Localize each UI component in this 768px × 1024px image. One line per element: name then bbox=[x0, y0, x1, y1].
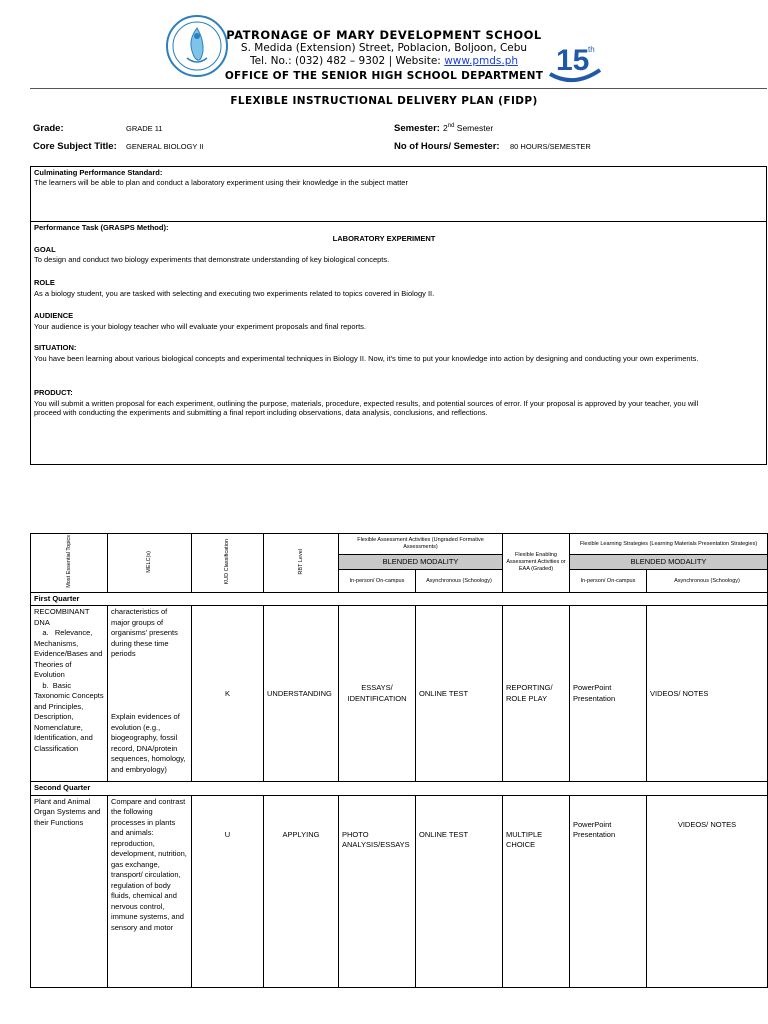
grade-label: Grade: bbox=[33, 123, 64, 134]
col-melc-header: MELC(s) bbox=[108, 534, 192, 593]
header-divider bbox=[30, 88, 767, 89]
performance-divider bbox=[30, 221, 767, 222]
role-heading: ROLE bbox=[34, 278, 55, 287]
async-header-2: Asynchronous (Schoology) bbox=[647, 570, 768, 592]
row1-ls-async: VIDEOS/ NOTES bbox=[647, 606, 768, 782]
row1-eaa: REPORTING/ ROLE PLAY bbox=[503, 606, 570, 782]
semester-value: 2nd Semester bbox=[443, 123, 494, 133]
goal-text: To design and conduct two biology experiments that demonstrate understanding of key biological concepts. bbox=[34, 255, 390, 264]
table-row bbox=[31, 795, 768, 987]
school-name: PATRONAGE OF MARY DEVELOPMENT SCHOOL bbox=[226, 28, 542, 42]
inperson-header: In-person/ On-campus bbox=[339, 570, 416, 592]
anniversary-number: 15 bbox=[556, 44, 590, 77]
fidp-table bbox=[30, 533, 768, 988]
row1-kud: K bbox=[192, 606, 264, 782]
hours-label: No of Hours/ Semester: bbox=[394, 141, 500, 152]
col-topics-header: Most Essential Topics bbox=[31, 534, 108, 593]
school-address: S. Medida (Extension) Street, Poblacion, Boljoon, Cebu bbox=[240, 42, 528, 54]
audience-heading: AUDIENCE bbox=[34, 311, 74, 320]
learning-header: Flexible Learning Strategies (Learning Materials Presentation Strategies) bbox=[570, 534, 768, 555]
blended-modality-label: BLENDED MODALITY bbox=[339, 555, 503, 570]
school-contact bbox=[0, 55, 768, 67]
culminating-text: The learners will be able to plan and conduct a laboratory experiment using their knowledge in the subject matter bbox=[34, 178, 408, 187]
hours-value: 80 HOURS/SEMESTER bbox=[510, 142, 591, 151]
task-title: LABORATORY EXPERIMENT bbox=[332, 234, 436, 243]
situation-text: You have been learning about various biological concepts and experimental techniques in Biology II. Now, it's time to put your knowledge into action by designing and conducting your own experiments. bbox=[34, 354, 699, 363]
subject-label: Core Subject Title: bbox=[33, 141, 117, 152]
row2-ls-inperson: PowerPoint Presentation bbox=[570, 795, 647, 987]
row1-ls-inperson: PowerPoint Presentation bbox=[570, 606, 647, 782]
col-rbt-header: RBT Level bbox=[264, 534, 339, 593]
row2-eaa: MULTIPLE CHOICE bbox=[503, 795, 570, 987]
row2-melc: Compare and contrast the following processes in plants and animals: reproduction, development, nutrition, gas exchange, transport/ circulation, regulation of body fluids, chemical and nervous control, immune systems, and sensory and motor bbox=[108, 795, 192, 987]
grade-value: GRADE 11 bbox=[126, 124, 163, 133]
row2-async: ONLINE TEST bbox=[416, 795, 503, 987]
situation-heading: SITUATION: bbox=[34, 343, 77, 352]
blended-modality-label-2: BLENDED MODALITY bbox=[570, 555, 768, 570]
inperson-header-2: In-person/ On-campus bbox=[570, 570, 647, 592]
row1-async: ONLINE TEST bbox=[416, 606, 503, 782]
subject-value: GENERAL BIOLOGY II bbox=[126, 142, 204, 151]
tel-text: Tel. No.: (032) 482 – 9302 | Website: bbox=[249, 55, 445, 67]
first-quarter-label: First Quarter bbox=[31, 592, 768, 606]
row2-rbt: APPLYING bbox=[264, 795, 339, 987]
audience-text: Your audience is your biology teacher who will evaluate your experiment proposals and final reports. bbox=[34, 322, 366, 331]
task-heading: Performance Task (GRASPS Method): bbox=[34, 223, 169, 232]
row1-topic: RECOMBINANT DNA a. Relevance, Mechanisms, Evidence/Bases and Theories of Evolution b. Basic Taxonomic Concepts and Principles, Description, Nomenclature, Identification, and Classification bbox=[31, 606, 108, 782]
row2-inperson: PHOTO ANALYSIS/ESSAYS bbox=[339, 795, 416, 987]
product-text: You will submit a written proposal for each experiment, outlining the purpose, materials, procedure, expected results, and potential sources of error. If your proposal is approved by your teacher, you will proceed with conducting the experiments and submitting a final report including observations, data analysis, conclusions, and reflections. bbox=[34, 399, 699, 417]
row1-inperson: ESSAYS/ IDENTIFICATION bbox=[339, 606, 416, 782]
assessment-header: Flexible Assessment Activities (Ungraded Formative Assessments) bbox=[339, 534, 503, 555]
second-quarter-label: Second Quarter bbox=[31, 782, 768, 796]
role-text: As a biology student, you are tasked with selecting and executing two experiments related to topics covered in Biology II. bbox=[34, 289, 435, 298]
product-heading: PRODUCT: bbox=[34, 388, 73, 397]
performance-box bbox=[30, 166, 767, 465]
row1-rbt: UNDERSTANDING bbox=[264, 606, 339, 782]
office-name: OFFICE OF THE SENIOR HIGH SCHOOL DEPARTMENT bbox=[224, 70, 544, 82]
goal-heading: GOAL bbox=[34, 245, 56, 254]
row1-melc: characteristics of major groups of organisms' presents during these time periods Explain evidences of evolution (e.g., biogeography, fossil record, DNA/protein sequences, homology, and embryology) bbox=[108, 606, 192, 782]
semester-label: Semester: bbox=[394, 123, 440, 134]
async-header: Asynchronous (Schoology) bbox=[416, 570, 503, 592]
table-row bbox=[31, 606, 768, 782]
row2-ls-async: VIDEOS/ NOTES bbox=[647, 795, 768, 987]
document-title: FLEXIBLE INSTRUCTIONAL DELIVERY PLAN (FIDP) bbox=[230, 95, 538, 107]
row2-topic: Plant and Animal Organ Systems and their Functions bbox=[31, 795, 108, 987]
row2-kud: U bbox=[192, 795, 264, 987]
culminating-heading: Culminating Performance Standard: bbox=[34, 168, 163, 177]
enabling-header: Flexible Enabling Assessment Activities or EAA (Graded) bbox=[503, 534, 570, 593]
anniversary-suffix: th bbox=[588, 45, 595, 54]
website-link[interactable]: www.pmds.ph bbox=[444, 55, 519, 67]
col-kud-header: KUD Classification bbox=[192, 534, 264, 593]
